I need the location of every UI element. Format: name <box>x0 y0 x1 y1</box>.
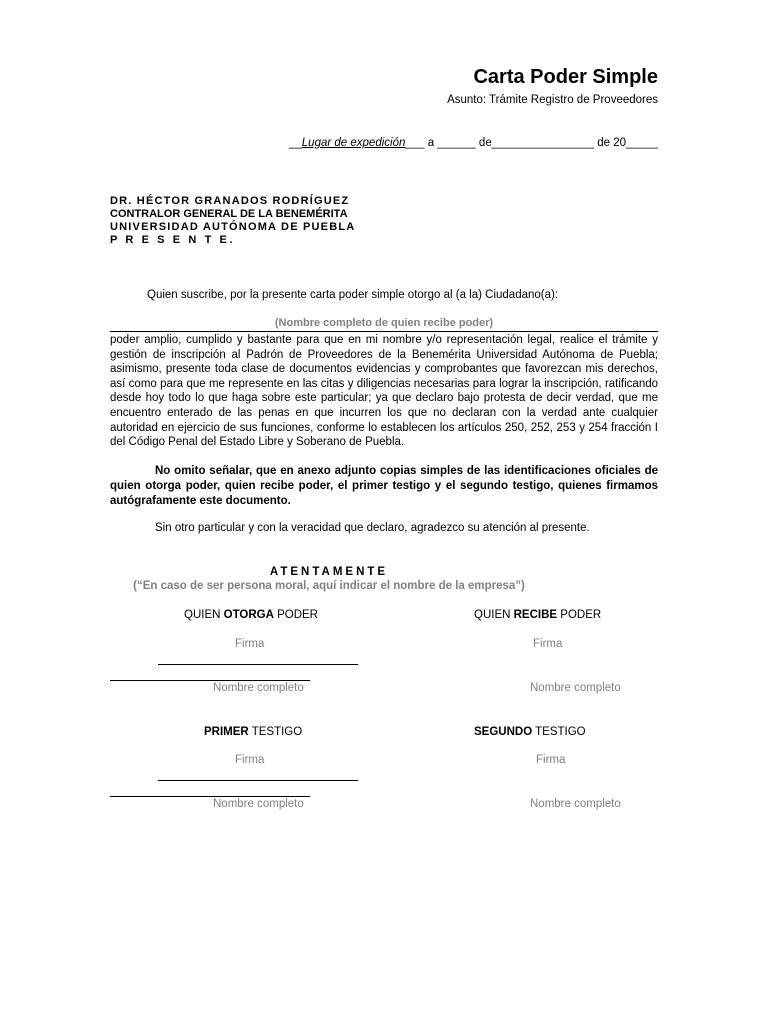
first-witness-name-line[interactable] <box>110 796 310 797</box>
second-witness-signature-label: Firma <box>536 754 566 766</box>
recipient-presente: P R E S E N T E. <box>110 234 236 246</box>
grantee-signature-label: Firma <box>533 638 563 650</box>
recipient-block <box>110 195 355 247</box>
first-witness-name-label: Nombre completo <box>213 798 304 810</box>
recipient-position: CONTRALOR GENERAL DE LA BENEMÉRITA <box>110 208 348 220</box>
grantor-name-label: Nombre completo <box>213 682 304 694</box>
intro-text: Quien suscribe, por la presente carta poder simple otorgo al (a la) Ciudadano(a): <box>147 289 559 301</box>
company-note: (“En caso de ser persona moral, aquí indicar el nombre de la empresa”) <box>133 580 525 592</box>
body-paragraph: poder amplio, cumplido y bastante para que en mi nombre y/o representación legal, realice el trámite y gestión de inscripción al Padrón de Proveedores de la Benemérita Universidad Autónoma de Puebla; asimismo, presente toda clase de documentos evidencias y comprobantes que favorezcan mis derechos, así como para que me represente en las citas y diligencias necesarias para lograr la inscripción, ratificando desde hoy todo lo que haga sobre este particular; ya que declaro bajo protesta de decir verdad, que me encuentro enterado de las penas en que incurren los que no declaran con la verdad ante cualquier autoridad en ejercicio de sus funciones, conforme lo establecen los artículos 250, 252, 253 y 254 fracción I del Código Penal del Estado Libre y Soberano de Puebla. <box>110 334 658 449</box>
second-witness-label: SEGUNDO TESTIGO <box>474 726 586 738</box>
grantee-name-label: Nombre completo <box>530 682 621 694</box>
date-prefix: __ <box>288 137 302 149</box>
first-witness-signature-line[interactable] <box>158 780 358 781</box>
place-of-issue: Lugar de expedición <box>301 137 406 149</box>
closing-text: Sin otro particular y con la veracidad que declaro, agradezco su atención al presente. <box>155 522 590 534</box>
date-blanks: ___ a ______ de________________ de 20_____ <box>405 137 658 149</box>
document-title: Carta Poder Simple <box>473 66 658 88</box>
grantee-label: QUIEN RECIBE PODER <box>474 609 602 621</box>
recipient-name: DR. HÉCTOR GRANADOS RODRÍGUEZ <box>110 195 350 207</box>
subject-line: Asunto: Trámite Registro de Proveedores <box>447 94 658 106</box>
recipient-name-field[interactable]: (Nombre completo de quien recibe poder) <box>110 317 658 332</box>
recipient-institution: UNIVERSIDAD AUTÓNOMA DE PUEBLA <box>110 221 356 233</box>
date-line <box>289 137 658 149</box>
grantor-name-line[interactable] <box>110 680 310 681</box>
second-witness-name-label: Nombre completo <box>530 798 621 810</box>
grantor-signature-line[interactable] <box>158 664 358 665</box>
first-witness-signature-label: Firma <box>235 754 265 766</box>
grantor-label: QUIEN OTORGA PODER <box>184 609 318 621</box>
first-witness-label: PRIMER TESTIGO <box>204 726 303 738</box>
annex-text: No omito señalar, que en anexo adjunto copias simples de las identificaciones oficiales de quien otorga poder, quien recibe poder, el primer testigo y el segundo testigo, quienes firmamos autógrafamente este documento. <box>110 465 658 507</box>
annex-paragraph <box>110 464 658 509</box>
atentamente-heading: ATENTAMENTE <box>269 566 389 578</box>
grantor-signature-label: Firma <box>235 638 265 650</box>
